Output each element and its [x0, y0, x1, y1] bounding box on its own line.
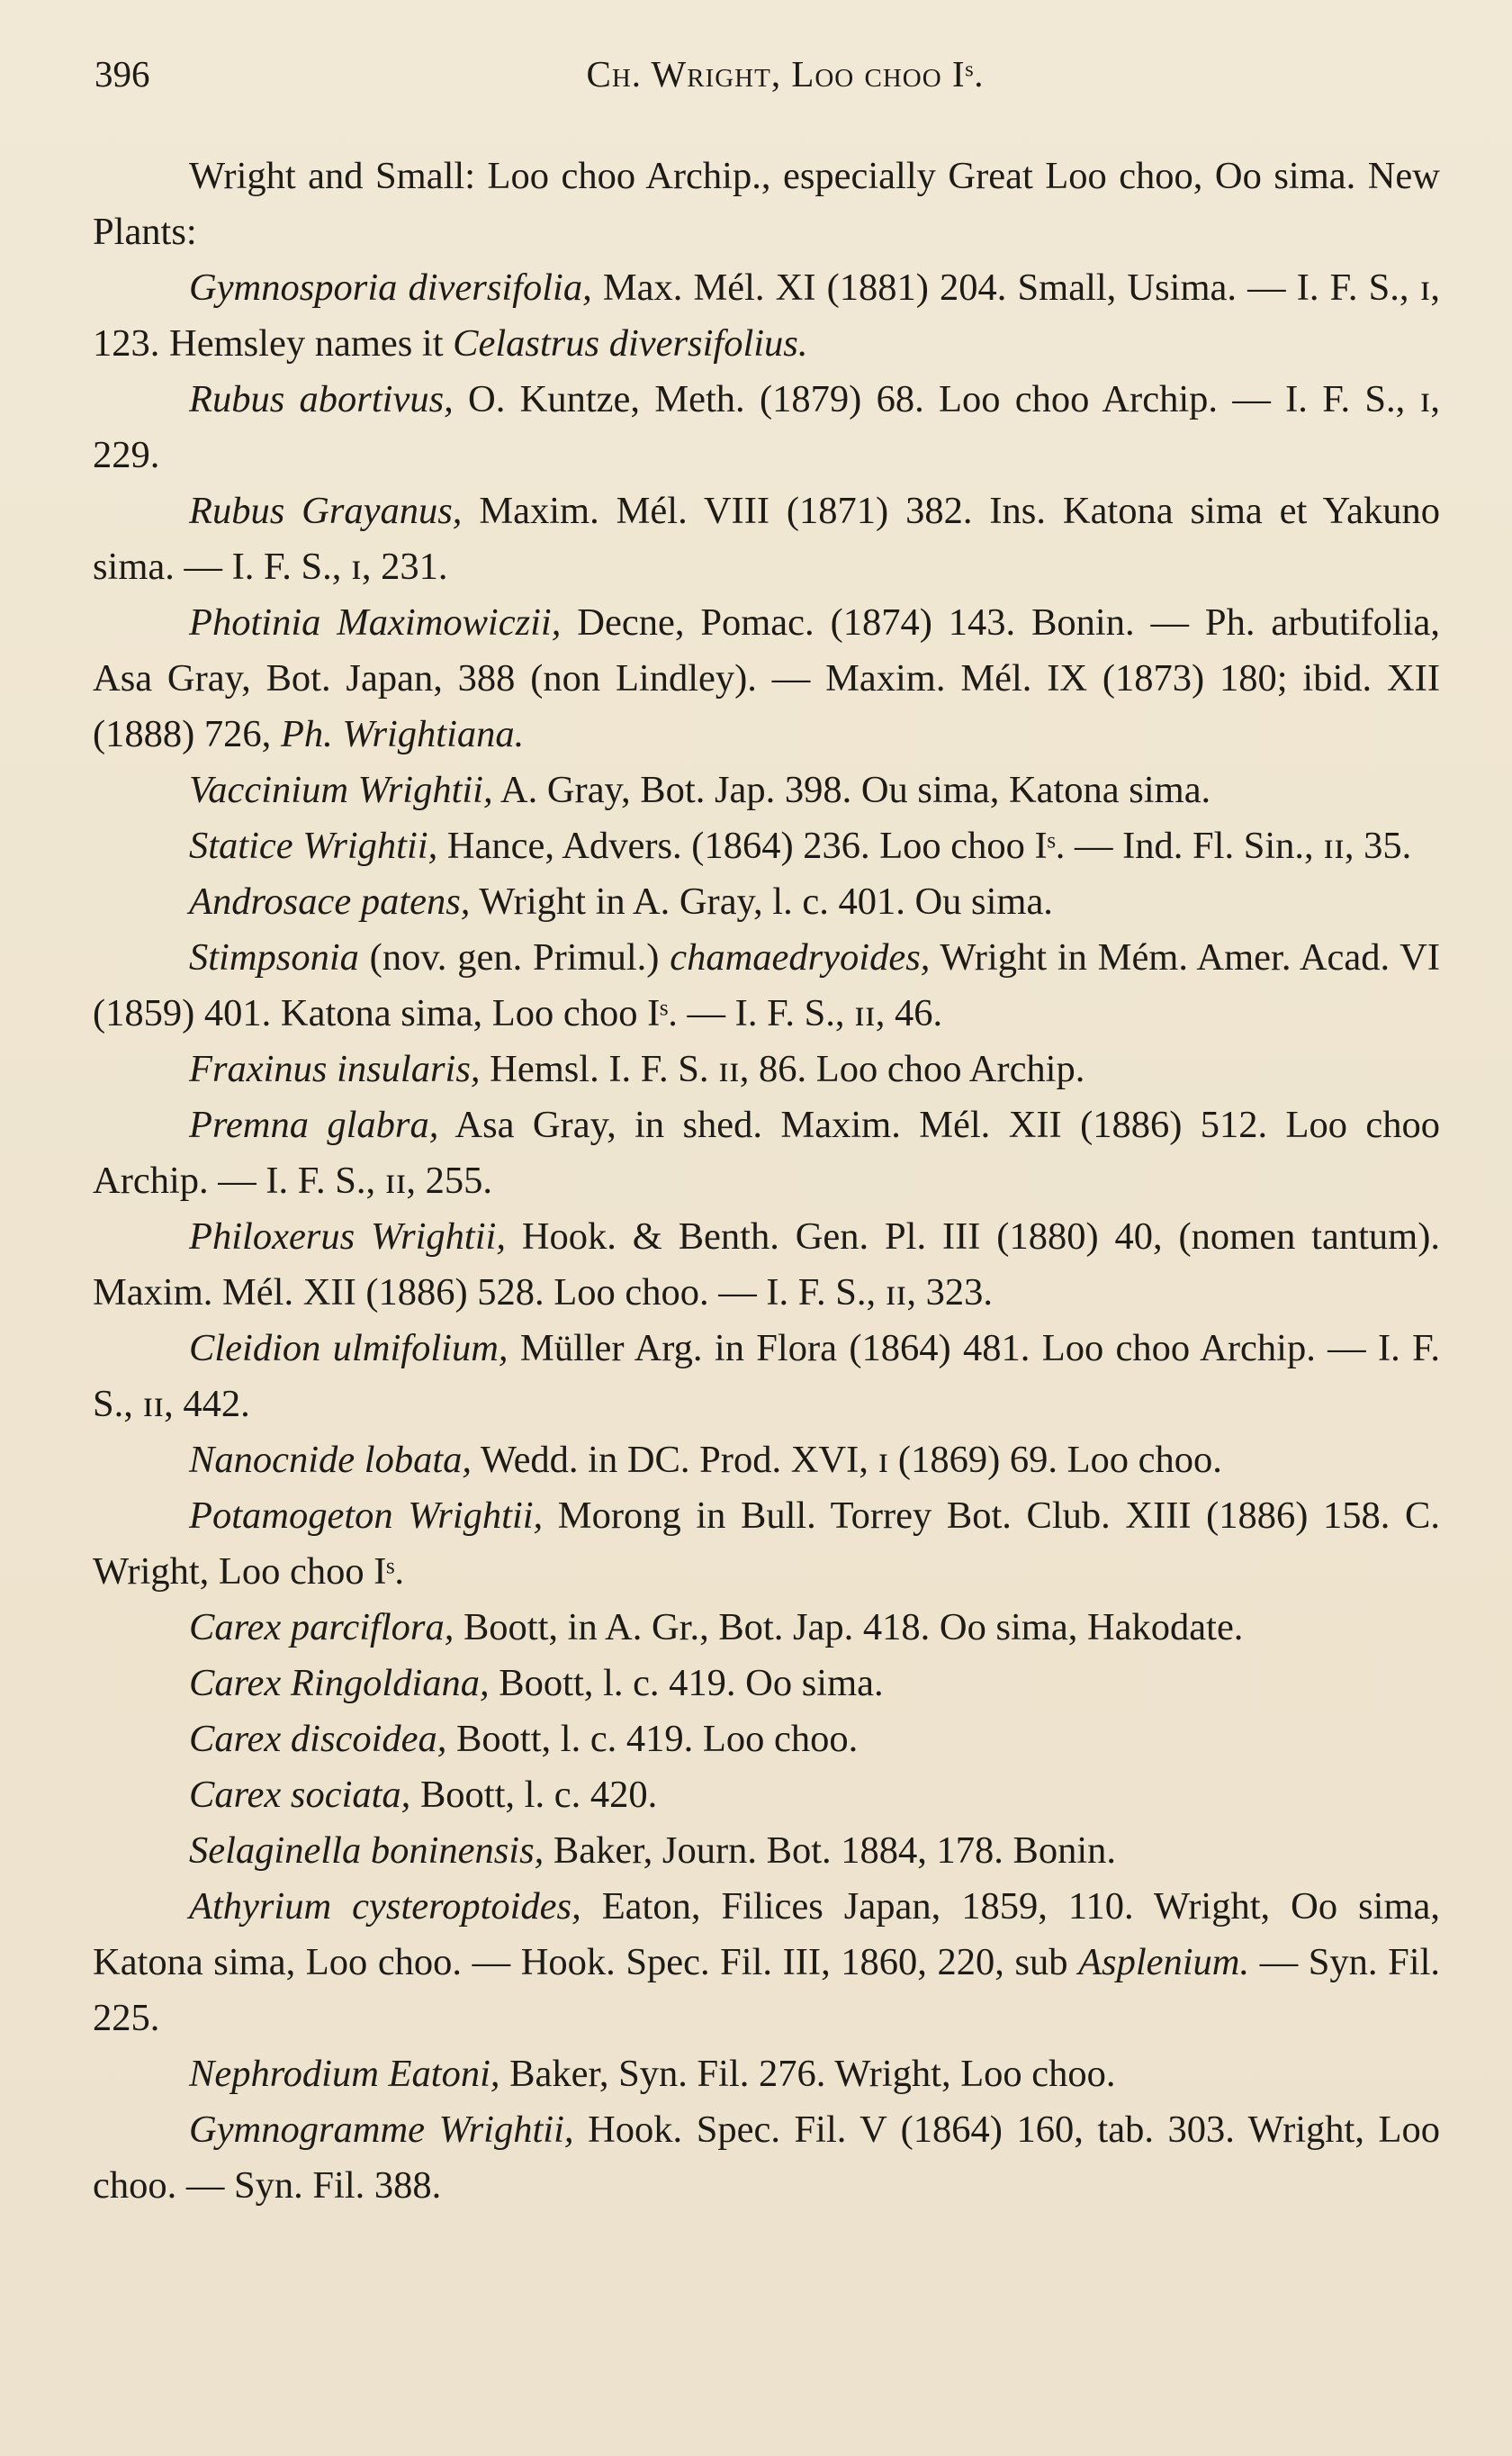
- species-name-secondary: Ph. Wrightiana.: [280, 713, 525, 755]
- citation-text: (nov. gen. Primul.): [358, 936, 670, 979]
- species-name: Athyrium cysteroptoides,: [189, 1885, 581, 1928]
- body-text: [93, 149, 1440, 2214]
- citation-text: Müller Arg. in Flora (1864) 481. Loo choo Archip. — I. F. S., ɪɪ, 442.: [93, 1327, 1441, 1425]
- species-name: Nephrodium Eatoni,: [189, 2053, 500, 2095]
- intro-paragraph: Wright and Small: Loo choo Archip., especially Great Loo choo, Oo sima. New Plants:: [93, 155, 1440, 253]
- species-entry: [93, 1488, 1440, 1600]
- species-name: Gymnogramme Wrightii,: [189, 2108, 574, 2151]
- species-name: Cleidion ulmifolium,: [189, 1327, 508, 1369]
- citation-text: Baker, Journ. Bot. 1884, 178. Bonin.: [544, 1829, 1117, 1872]
- citation-text: Max. Mél. XI (1881) 204. Small, Usima. — I. F. S., ɪ, 123. Hemsley names it: [93, 266, 1440, 365]
- species-name: Philoxerus Wrightii,: [189, 1215, 506, 1258]
- species-name: Nanocnide lobata,: [189, 1439, 472, 1481]
- species-name: Carex sociata,: [189, 1774, 411, 1816]
- species-name: Rubus abortivus,: [189, 378, 454, 420]
- citation-text: Hemsl. I. F. S. ɪɪ, 86. Loo choo Archip.: [480, 1048, 1085, 1090]
- species-entry: [93, 1711, 1440, 1767]
- species-name: Stimpsonia: [189, 936, 359, 979]
- citation-text: Boott, l. c. 419. Oo sima.: [489, 1662, 884, 1704]
- citation-text-secondary: — Syn. Fil. 225.: [93, 1941, 1440, 2039]
- citation-text: Morong in Bull. Torrey Bot. Club. XIII (1886) 158. C. Wright, Loo choo Iˢ.: [93, 1494, 1440, 1593]
- species-entry: [93, 1879, 1440, 2046]
- species-entry: [93, 483, 1440, 595]
- species-name: Carex parciflora,: [189, 1606, 454, 1648]
- species-name: Selaginella boninensis,: [189, 1829, 544, 1872]
- citation-text: Hance, Advers. (1864) 236. Loo choo Iˢ. — Ind. Fl. Sin., ɪɪ, 35.: [437, 825, 1412, 867]
- species-entry: [93, 2102, 1440, 2214]
- species-entry: [93, 930, 1440, 1042]
- citation-text: Boott, l. c. 419. Loo choo.: [446, 1718, 859, 1760]
- species-name: Carex discoidea,: [189, 1718, 447, 1760]
- species-entry: [93, 1767, 1440, 1823]
- species-name-secondary: Asplenium.: [1078, 1941, 1250, 1983]
- citation-text: Wright in A. Gray, l. c. 401. Ou sima.: [470, 880, 1053, 923]
- species-entry: [93, 1097, 1440, 1209]
- species-entry: [93, 260, 1440, 372]
- species-name: Androsace patens,: [189, 880, 471, 923]
- citation-text: Baker, Syn. Fil. 276. Wright, Loo choo.: [500, 2053, 1116, 2095]
- citation-text: Maxim. Mél. VIII (1871) 382. Ins. Katona sima et Yakuno sima. — I. F. S., ɪ, 231.: [93, 490, 1440, 588]
- species-entry: [93, 1321, 1440, 1432]
- citation-text: Decne, Pomac. (1874) 143. Bonin. — Ph. arbutifolia, Asa Gray, Bot. Japan, 388 (non Lindley). — Maxim. Mél. IX (1873) 180; ibid. XII (1888) 726,: [93, 601, 1440, 755]
- species-entry: [93, 1823, 1440, 1879]
- citation-text: Hook. Spec. Fil. V (1864) 160, tab. 303. Wright, Loo choo. — Syn. Fil. 388.: [93, 2108, 1440, 2207]
- species-entry: [93, 763, 1440, 818]
- species-entry: [93, 1042, 1440, 1097]
- citation-text: Asa Gray, in shed. Maxim. Mél. XII (1886) 512. Loo choo Archip. — I. F. S., ɪɪ, 255.: [93, 1104, 1440, 1202]
- species-entry: [93, 2046, 1440, 2102]
- species-name: Carex Ringoldiana,: [189, 1662, 490, 1704]
- species-list: [93, 260, 1440, 2214]
- citation-text: O. Kuntze, Meth. (1879) 68. Loo choo Archip. — I. F. S., ɪ, 229.: [93, 378, 1441, 476]
- species-entry: [93, 1656, 1440, 1711]
- species-entry: [93, 874, 1440, 930]
- species-entry: [93, 372, 1440, 483]
- species-name: Premna glabra,: [189, 1104, 439, 1146]
- species-name-secondary: Celastrus diversifolius.: [453, 322, 808, 365]
- species-name: Rubus Grayanus,: [189, 490, 463, 532]
- species-name: Statice Wrightii,: [189, 825, 438, 867]
- species-name: Photinia Maximowiczii,: [189, 601, 562, 644]
- citation-text: Eaton, Filices Japan, 1859, 110. Wright, Oo sima, Katona sima, Loo choo. — Hook. Spec. Fil. III, 1860, 220, sub: [93, 1885, 1440, 1983]
- species-name: Gymnosporia diversifolia,: [189, 266, 592, 309]
- species-name: Fraxinus insularis,: [189, 1048, 481, 1090]
- citation-text-secondary: Wright in Mém. Amer. Acad. VI (1859) 401. Katona sima, Loo choo Iˢ. — I. F. S., ɪɪ, 46.: [93, 936, 1440, 1034]
- species-name: Vaccinium Wrightii,: [189, 769, 493, 811]
- species-entry: [93, 1209, 1440, 1321]
- citation-text: Wedd. in DC. Prod. XVI, ɪ (1869) 69. Loo choo.: [472, 1439, 1222, 1481]
- running-title: Ch. Wright, Loo choo Iˢ.: [586, 53, 985, 95]
- species-entry: [93, 1600, 1440, 1656]
- citation-text: Boott, in A. Gr., Bot. Jap. 418. Oo sima, Hakodate.: [454, 1606, 1244, 1648]
- species-name-secondary: chamaedryoides,: [670, 936, 931, 979]
- citation-text: Hook. & Benth. Gen. Pl. III (1880) 40, (nomen tantum). Maxim. Mél. XII (1886) 528. Loo choo. — I. F. S., ɪɪ, 323.: [93, 1215, 1441, 1314]
- species-entry: [93, 595, 1440, 763]
- species-name: Potamogeton Wrightii,: [189, 1494, 544, 1537]
- species-entry: [93, 1432, 1440, 1488]
- citation-text: Boott, l. c. 420.: [410, 1774, 658, 1816]
- page-number: 396: [94, 53, 150, 95]
- species-entry: [93, 818, 1440, 874]
- citation-text: A. Gray, Bot. Jap. 398. Ou sima, Katona sima.: [492, 769, 1211, 811]
- running-head: [94, 47, 1440, 101]
